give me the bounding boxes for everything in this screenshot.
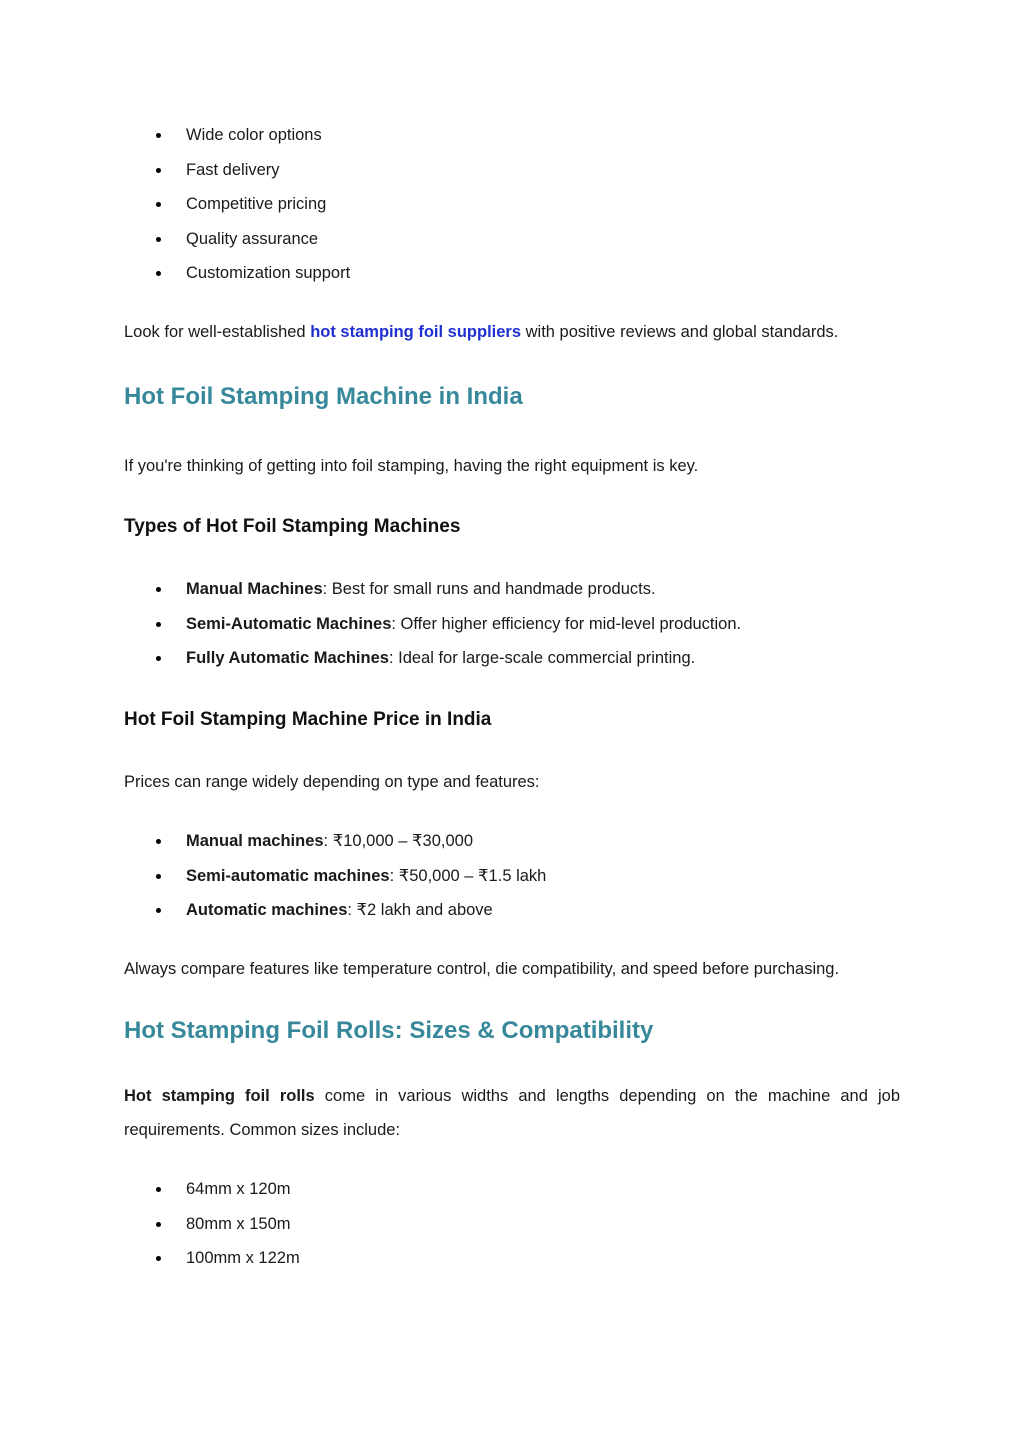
bullet-icon [156, 1222, 161, 1227]
bullet-icon [156, 1256, 161, 1261]
bullet-icon [156, 874, 161, 879]
price-list: Manual machines: ₹10,000 – ₹30,000 Semi-automatic machines: ₹50,000 – ₹1.5 lakh Automatic machines: ₹2 lakh and above [156, 830, 856, 930]
bullet-icon [156, 133, 161, 138]
rolls-paragraph: Hot stamping foil rolls come in various widths and lengths depending on the machine and job requirements. Common sizes include: [124, 1087, 900, 1139]
bullet-icon [156, 908, 161, 913]
bullet-icon [156, 622, 161, 627]
section-heading-machine: Hot Foil Stamping Machine in India [124, 383, 523, 410]
bullet-icon [156, 1187, 161, 1192]
bullet-icon [156, 271, 161, 276]
bullet-icon [156, 656, 161, 661]
price-advice: Always compare features like temperature control, die compatibility, and speed before purchasing. [124, 960, 840, 978]
bullet-icon [156, 168, 161, 173]
features-list: Wide color options Fast delivery Competitive pricing Quality assurance Customization support [156, 124, 556, 294]
section-heading-rolls: Hot Stamping Foil Rolls: Sizes & Compatibility [124, 1017, 654, 1044]
roll-sizes-list: 64mm x 120m 80mm x 150m 100mm x 122m [156, 1178, 556, 1278]
machine-intro: If you're thinking of getting into foil stamping, having the right equipment is key. [124, 457, 699, 475]
hot-stamping-foil-suppliers-link[interactable]: hot stamping foil suppliers [310, 323, 522, 341]
types-heading: Types of Hot Foil Stamping Machines [124, 516, 461, 537]
bullet-icon [156, 202, 161, 207]
price-heading: Hot Foil Stamping Machine Price in India [124, 709, 492, 730]
price-intro: Prices can range widely depending on type and features: [124, 773, 540, 791]
machine-types-list: Manual Machines: Best for small runs and handmade products. Semi-Automatic Machines: Offer higher efficiency for mid-level production. Fully Automatic Machines: Ideal for large-scale commercial printing. [156, 578, 856, 678]
supplier-paragraph: Look for well-established hot stamping foil suppliers with positive reviews and global standards. [124, 323, 839, 341]
bullet-icon [156, 587, 161, 592]
bullet-icon [156, 237, 161, 242]
bullet-icon [156, 839, 161, 844]
